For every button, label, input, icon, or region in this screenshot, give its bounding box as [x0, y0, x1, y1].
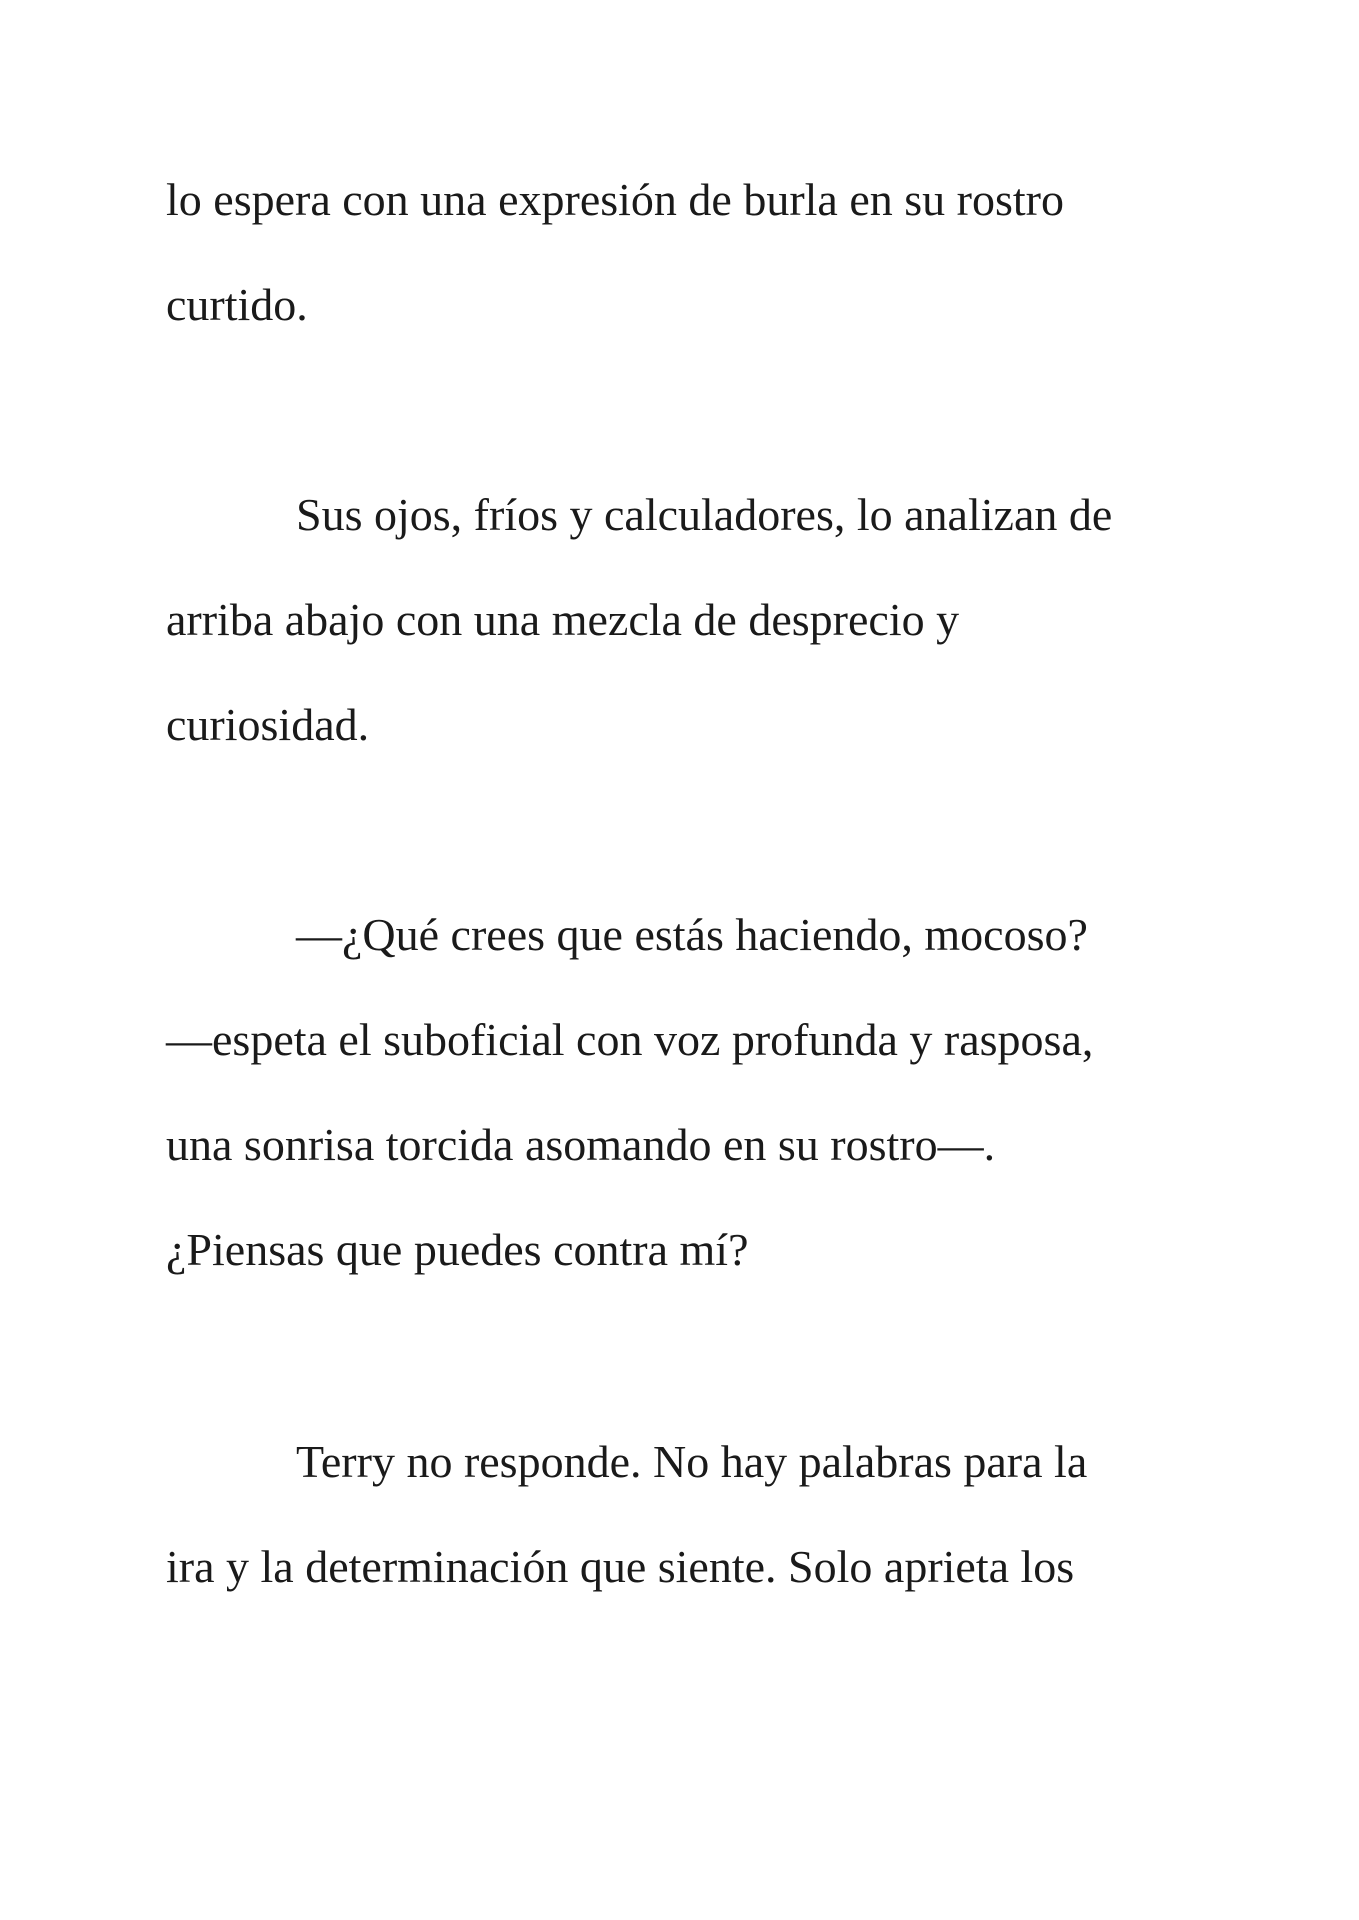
paragraph-line: curtido.: [166, 279, 308, 330]
paragraph-line: arriba abajo con una mezcla de desprecio y: [166, 594, 960, 645]
paragraph-line: lo espera con una expresión de burla en su rostro: [166, 174, 1064, 225]
paragraph-line: Terry no responde. No hay palabras para la: [296, 1436, 1088, 1487]
paragraph-1: [166, 147, 1206, 357]
paragraph-line: —¿Qué crees que estás haciendo, mocoso?: [296, 909, 1088, 960]
paragraph-line: —espeta el suboficial con voz profunda y rasposa,: [166, 1014, 1094, 1065]
paragraph-line: ira y la determinación que siente. Solo aprieta los: [166, 1541, 1075, 1592]
paragraph-4: [166, 1409, 1206, 1619]
paragraph-line: ¿Piensas que puedes contra mí?: [166, 1224, 749, 1275]
paragraph-line: una sonrisa torcida asomando en su rostro—.: [166, 1119, 996, 1170]
paragraph-line: Sus ojos, fríos y calculadores, lo analizan de: [296, 489, 1113, 540]
paragraph-2: [166, 462, 1206, 777]
paragraph-3: [166, 882, 1206, 1302]
paragraph-line: curiosidad.: [166, 699, 370, 750]
